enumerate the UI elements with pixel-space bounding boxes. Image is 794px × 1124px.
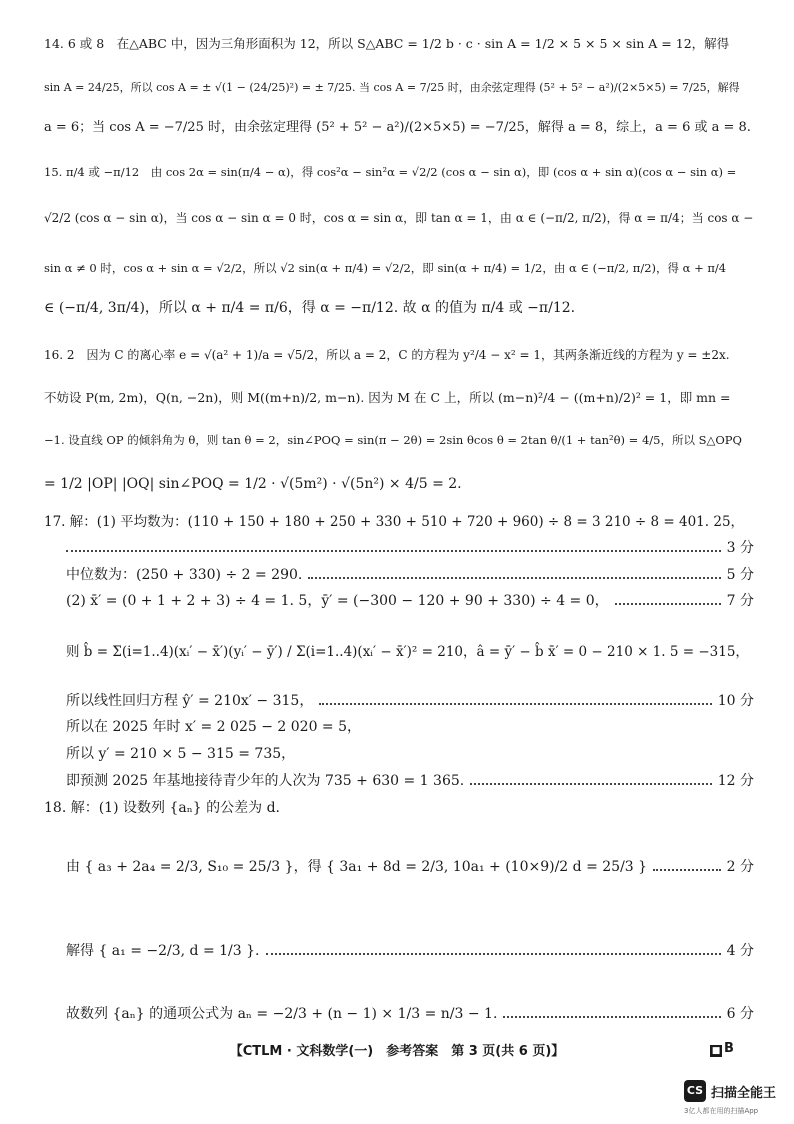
score-label: 7 分 — [726, 593, 754, 609]
line-17-2 — [66, 538, 754, 558]
dot-leader — [615, 603, 721, 605]
line-17-8: 所以 y′ = 210 × 5 − 315 = 735， — [66, 746, 296, 762]
line-16-3: −1. 设直线 OP 的倾斜角为 θ，则 tan θ = 2，sin∠POQ = sin(π − 2θ) = 2sin θcos θ = 2tan θ/(1 + tan²θ) = 4/5，所以 S△OPQ — [44, 433, 742, 447]
score-label: 2 分 — [726, 859, 754, 875]
scanner-watermark — [684, 1080, 776, 1102]
line-16-4: = 1/2 |OP| |OQ| sin∠POQ = 1/2 · √(5m²) · √(5n²) × 4/5 = 2. — [44, 476, 462, 492]
line-15-4: ∈ (−π/4, 3π/4)，所以 α + π/4 = π/6，得 α = −π/12. 故 α 的值为 π/4 或 −π/12. — [44, 300, 576, 316]
line-17-4: (2) x̄′ = (0 + 1 + 2 + 3) ÷ 4 = 1. 5，ȳ′ = (−300 − 120 + 90 + 330) ÷ 4 = 0， 7 分 — [66, 593, 754, 609]
line-14-3: a = 6；当 cos A = −7/25 时，由余弦定理得 (5² + 5² − a²)/(2×5×5) = −7/25，解得 a = 8，综上，a = 6 或 a = 8. — [44, 120, 751, 135]
dot-leader — [503, 1016, 720, 1018]
line-17-5: 则 b̂ = Σ(i=1..4)(xᵢ′ − x̄′)(yᵢ′ − ȳ′) / Σ(i=1..4)(xᵢ′ − x̄′)² = 210，â = ȳ′ − b̂ x̄′ = 0 − 210 × 1. 5 = −315， — [66, 644, 749, 660]
line-18-4: 故数列 {aₙ} 的通项公式为 aₙ = −2/3 + (n − 1) × 1/3 = n/3 − 1. 6 分 — [66, 1006, 754, 1022]
line-17-6: 所以线性回归方程 ŷ′ = 210x′ − 315， 10 分 — [66, 693, 754, 709]
score-label: 12 分 — [717, 773, 754, 789]
dot-leader — [470, 783, 712, 785]
line-18-2: 由 { a₃ + 2a₄ = 2/3, S₁₀ = 25/3 }，得 { 3a₁ + 8d = 2/3, 10a₁ + (10×9)/2 d = 25/3 } 2 分 — [66, 859, 754, 875]
line-18-1: 18. 解：(1) 设数列 {aₙ} 的公差为 d. — [44, 800, 280, 816]
line-16-2: 不妨设 P(m, 2m)，Q(n, −2n)，则 M((m+n)/2, m−n). 因为 M 在 C 上，所以 (m−n)²/4 − ((m+n)/2)² = 1，即 mn = — [44, 390, 731, 405]
dot-leader — [319, 703, 711, 705]
scanner-app-name: 扫描全能王 — [711, 1085, 777, 1101]
line-17-7: 所以在 2025 年时 x′ = 2 025 − 2 020 = 5， — [66, 719, 362, 735]
score-label: 10 分 — [717, 693, 754, 709]
line-17-3: 中位数为：(250 + 330) ÷ 2 = 290. 5 分 — [66, 567, 754, 583]
line-15-3: sin α ≠ 0 时，cos α + sin α = √2/2，所以 √2 sin(α + π/4) = √2/2，即 sin(α + π/4) = 1/2，由 α ∈ (−π/2, π/2)，得 α + π/4 — [44, 261, 727, 275]
score-label: 5 分 — [726, 567, 754, 583]
line-17-1: 17. 解：(1) 平均数为：(110 + 150 + 180 + 250 + 330 + 510 + 720 + 960) ÷ 8 = 3 210 ÷ 8 = 401. 25， — [44, 514, 745, 530]
page-mark: ■ B — [711, 1041, 734, 1056]
line-14-1: 14. 6 或 8 在△ABC 中，因为三角形面积为 12，所以 S△ABC = 1/2 b · c · sin A = 1/2 × 5 × 5 × sin A = 12，解得 — [44, 36, 730, 51]
dot-leader — [266, 953, 721, 955]
line-14-2: sin A = 24/25，所以 cos A = ± √(1 − (24/25)²) = ± 7/25. 当 cos A = 7/25 时，由余弦定理得 (5² + 5² − a²)/(2×5×5) = 7/25，解得 — [44, 81, 740, 94]
dot-leader — [308, 577, 720, 579]
line-15-2: √2/2 (cos α − sin α)，当 cos α − sin α = 0 时，cos α = sin α，即 tan α = 1，由 α ∈ (−π/2, π/2)，得 α = π/4；当 cos α − — [44, 211, 754, 225]
score-label: 4 分 — [726, 943, 754, 959]
line-17-9: 即预测 2025 年基地接待青少年的人次为 735 + 630 = 1 365. 12 分 — [66, 773, 754, 789]
score-label: 3 分 — [726, 540, 754, 556]
dot-leader — [653, 869, 721, 871]
line-15-1: 15. π/4 或 −π/12 由 cos 2α = sin(π/4 − α)，得 cos²α − sin²α = √2/2 (cos α − sin α)，即 (cos α + sin α)(cos α − sin α) = — [44, 165, 737, 179]
score-label: 6 分 — [726, 1006, 754, 1022]
marker-square-icon: ■ — [711, 1046, 721, 1056]
line-16-1: 16. 2 因为 C 的离心率 e = √(a² + 1)/a = √5/2，所以 a = 2，C 的方程为 y²/4 − x² = 1，其两条渐近线的方程为 y = ±2x. — [44, 348, 730, 362]
line-18-3: 解得 { a₁ = −2/3, d = 1/3 }. 4 分 — [66, 943, 754, 959]
dot-leader — [66, 550, 721, 552]
page-footer: 【CTLM · 文科数学(一) 参考答案 第 3 页(共 6 页)】 — [229, 1044, 565, 1059]
cs-logo-icon: CS — [684, 1080, 706, 1102]
scanner-tagline: 3亿人都在用的扫描App — [684, 1107, 759, 1115]
